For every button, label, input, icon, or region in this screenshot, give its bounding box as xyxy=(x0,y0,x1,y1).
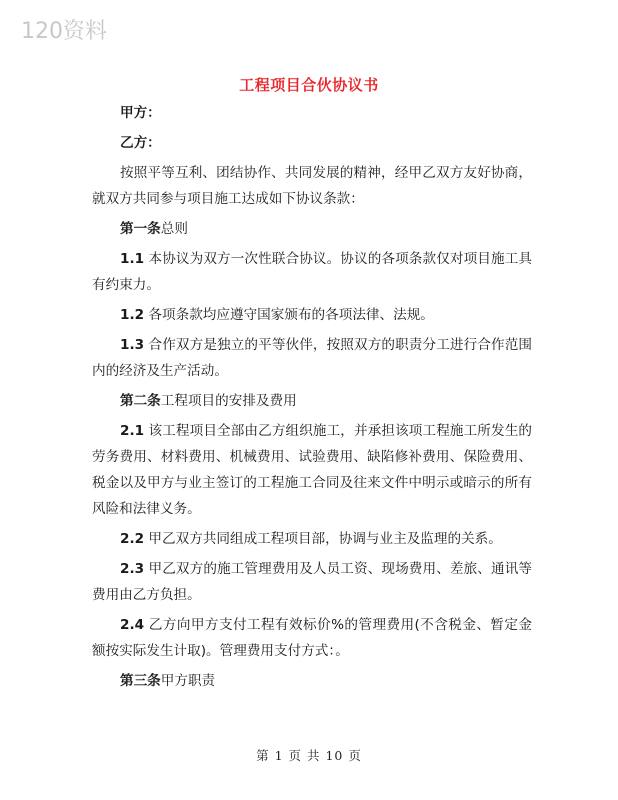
document-body xyxy=(92,100,532,694)
clause-2-4 xyxy=(92,612,532,664)
article-title: 总则 xyxy=(160,221,188,237)
page-footer: 第 1 页 共 10 页 xyxy=(256,748,362,763)
clause-text: 甲乙双方共同组成工程项目部，协调与业主及监理的关系。 xyxy=(144,531,502,547)
article-title: 甲方职责 xyxy=(160,673,216,689)
article-3-heading xyxy=(92,668,532,694)
clause-number: 1.2 xyxy=(120,307,145,323)
clause-2-3 xyxy=(92,556,532,608)
article-1-heading xyxy=(92,216,532,242)
article-number: 第二条 xyxy=(120,393,161,409)
document-title: 工程项目合伙协议书 xyxy=(239,76,379,94)
article-title: 工程项目的安排及费用 xyxy=(160,393,297,409)
clause-1-1 xyxy=(92,246,532,298)
clause-1-3 xyxy=(92,332,532,384)
clause-text: 乙方向甲方支付工程有效标价%的管理费用(不含税金、暂定金额按实际发生计取)。管理费用支付方式：。 xyxy=(92,617,532,659)
clause-number: 2.4 xyxy=(120,617,145,633)
article-number: 第一条 xyxy=(120,221,161,237)
clause-number: 1.3 xyxy=(120,337,145,353)
article-number: 第三条 xyxy=(120,673,161,689)
clause-number: 2.2 xyxy=(120,531,145,547)
clause-text: 甲乙双方的施工管理费用及人员工资、现场费用、差旅、通讯等费用由乙方负担。 xyxy=(92,561,532,603)
clause-number: 1.1 xyxy=(120,251,145,267)
intro-paragraph: 按照平等互利、团结协作、共同发展的精神，经甲乙双方友好协商，就双方共同参与项目施工达成如下协议条款： xyxy=(92,165,532,207)
clause-2-1 xyxy=(92,418,532,522)
party-b-line: 乙方： xyxy=(120,135,161,151)
clause-text: 合作双方是独立的平等伙伴，按照双方的职责分工进行合作范围内的经济及生产活动。 xyxy=(92,337,532,379)
clause-1-2 xyxy=(92,302,532,328)
clause-text: 该工程项目全部由乙方组织施工，并承担该项工程施工所发生的劳务费用、材料费用、机械费用、试验费用、缺陷修补费用、保险费用、税金以及甲方与业主签订的工程施工合同及往来文件中明示或暗示的所有风险和法律义务。 xyxy=(92,423,532,517)
clause-text: 各项条款均应遵守国家颁布的各项法律、法规。 xyxy=(144,307,434,323)
party-a-line: 甲方： xyxy=(120,105,161,121)
clause-text: 本协议为双方一次性联合协议。协议的各项条款仅对项目施工具有约束力。 xyxy=(92,251,532,293)
clause-number: 2.3 xyxy=(120,561,145,577)
watermark: 120资料 xyxy=(21,19,107,44)
clause-2-2 xyxy=(92,526,532,552)
clause-number: 2.1 xyxy=(120,423,145,439)
article-2-heading xyxy=(92,388,532,414)
